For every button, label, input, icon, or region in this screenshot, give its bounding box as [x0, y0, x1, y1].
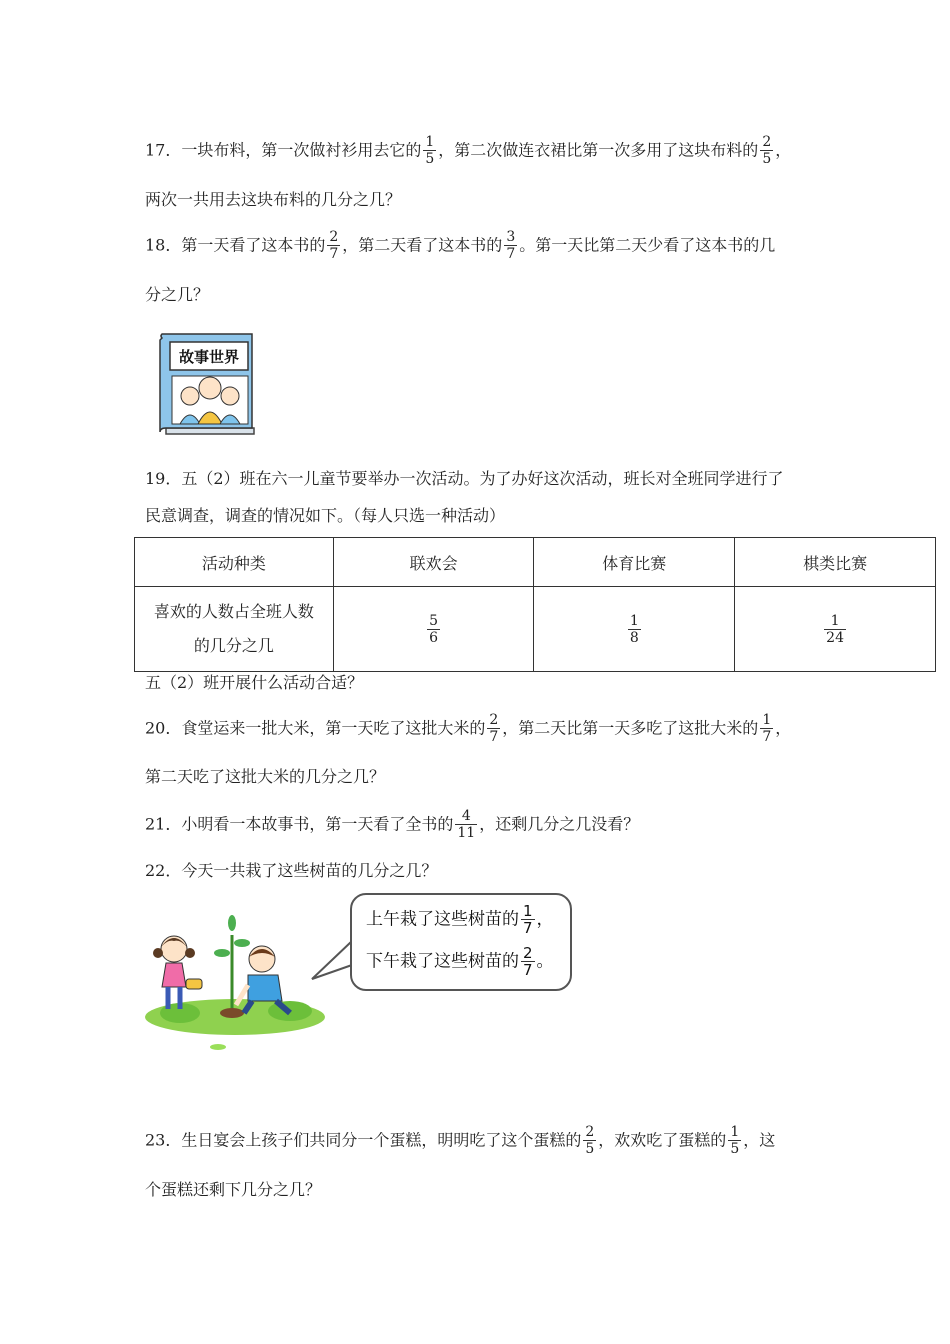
q23-text-b: ，欢欢吃了蛋糕的 — [598, 1130, 727, 1150]
table-cell — [534, 587, 735, 672]
table-row — [135, 587, 936, 672]
fraction-denominator: 7 — [523, 961, 533, 979]
fraction-denominator: 5 — [425, 151, 435, 167]
q17-line1 — [145, 130, 791, 170]
fraction-denominator: 5 — [730, 1141, 740, 1157]
fraction-denominator: 7 — [523, 919, 533, 937]
fraction-numerator: 1 — [425, 134, 435, 150]
fraction-denominator: 24 — [826, 630, 844, 646]
fraction-numerator: 4 — [461, 808, 471, 824]
q18-fraction-1 — [327, 229, 340, 262]
bubble-fraction-1 — [521, 903, 535, 936]
q23-text-c: ，这 — [743, 1130, 776, 1150]
q20-text-b: ，第二天比第一天多吃了这批大米的 — [502, 718, 759, 738]
q17-fraction-2 — [760, 134, 773, 167]
bubble-line2 — [366, 945, 554, 978]
cell-fraction — [427, 613, 440, 646]
q21-text-a: 21．小明看一本故事书，第一天看了全书的 — [145, 814, 454, 834]
bubble-text-a: 上午栽了这些树苗的 — [366, 909, 519, 930]
row-label-line1: 喜欢的人数占全班人数 — [153, 602, 314, 621]
bubble-line1 — [366, 903, 554, 936]
speech-bubble — [350, 893, 572, 991]
q18-line2: 分之几？ — [145, 285, 210, 304]
bubble-text-b-end: 。 — [536, 951, 554, 972]
table-cell — [333, 587, 534, 672]
fraction-numerator: 2 — [585, 1124, 595, 1140]
q19-line1: 19．五（2）班在六一儿童节要举办一次活动。为了办好这次活动，班长对全班同学进行了 — [145, 469, 784, 488]
q23-text-a: 23．生日宴会上孩子们共同分一个蛋糕，明明吃了这个蛋糕的 — [145, 1130, 582, 1150]
fraction-numerator: 2 — [523, 944, 533, 962]
fraction-denominator: 7 — [762, 729, 772, 745]
fraction-numerator: 2 — [489, 712, 499, 728]
fraction-numerator: 3 — [506, 229, 516, 245]
fraction-denominator: 8 — [629, 630, 639, 646]
fraction-numerator: 1 — [762, 712, 772, 728]
speech-bubble-tail — [310, 935, 354, 983]
table-header-cell: 联欢会 — [333, 538, 534, 587]
bubble-text-b: 下午栽了这些树苗的 — [366, 951, 519, 972]
q18-text-b: ，第二天看了这本书的 — [342, 235, 503, 255]
cell-fraction — [628, 613, 641, 646]
q19-line2: 民意调查，调查的情况如下。（每人只选一种活动） — [145, 506, 506, 525]
q20-fraction-1 — [487, 712, 500, 745]
storybook-illustration — [158, 332, 256, 436]
bubble-fraction-2 — [521, 945, 535, 978]
table-cell — [735, 587, 936, 672]
q17-text-b: ，第二次做连衣裙比第一次多用了这块布料的 — [438, 140, 759, 160]
q17-line2: 两次一共用去这块布料的几分之几？ — [145, 190, 402, 209]
q20-text-a: 20．食堂运来一批大米，第一天吃了这批大米的 — [145, 718, 486, 738]
q19-question: 五（2）班开展什么活动合适？ — [145, 673, 364, 692]
book-title: 故事世界 — [178, 348, 240, 366]
fraction-numerator: 1 — [523, 902, 533, 920]
q20-text-c: ， — [775, 718, 792, 738]
q23-fraction-1 — [583, 1124, 596, 1157]
fraction-denominator: 7 — [506, 246, 516, 262]
bubble-text-a-end: ， — [536, 909, 554, 930]
q18-fraction-2 — [504, 229, 517, 262]
fraction-denominator: 6 — [429, 630, 439, 646]
table-header-cell: 体育比赛 — [534, 538, 735, 587]
q23-line1 — [145, 1120, 775, 1160]
cell-fraction — [824, 613, 846, 646]
survey-table — [134, 537, 936, 672]
table-header-cell: 活动种类 — [135, 538, 334, 587]
fraction-numerator: 1 — [830, 613, 840, 629]
q18-text-a: 18．第一天看了这本书的 — [145, 235, 326, 255]
fraction-numerator: 1 — [730, 1124, 740, 1140]
q21-text-b: ，还剩几分之几没看？ — [479, 814, 640, 834]
fraction-numerator: 2 — [329, 229, 339, 245]
fraction-denominator: 5 — [585, 1141, 595, 1157]
q21-fraction-1 — [455, 808, 477, 841]
q23-line2: 个蛋糕还剩下几分之几？ — [145, 1180, 322, 1199]
fraction-denominator: 7 — [329, 246, 339, 262]
table-row-label — [135, 587, 334, 672]
q22-line1: 22．今天一共栽了这些树苗的几分之几？ — [145, 861, 438, 880]
q23-fraction-2 — [728, 1124, 741, 1157]
q18-text-c: 。第一天比第二天少看了这本书的几 — [519, 235, 776, 255]
fraction-numerator: 1 — [629, 613, 639, 629]
fraction-numerator: 2 — [762, 134, 772, 150]
q20-fraction-2 — [760, 712, 773, 745]
q17-text-a: 17．一块布料，第一次做衬衫用去它的 — [145, 140, 422, 160]
q21-line1 — [145, 804, 639, 844]
q20-line2: 第二天吃了这批大米的几分之几？ — [145, 767, 386, 786]
q18-line1 — [145, 225, 775, 265]
row-label-line2: 的几分之几 — [193, 636, 274, 655]
table-header-cell: 棋类比赛 — [735, 538, 936, 587]
fraction-denominator: 11 — [457, 825, 476, 841]
kids-planting-illustration — [140, 905, 330, 1055]
fraction-numerator: 5 — [429, 613, 439, 629]
fraction-denominator: 7 — [489, 729, 499, 745]
q17-text-c: ， — [775, 140, 792, 160]
fraction-denominator: 5 — [762, 151, 772, 167]
q20-line1 — [145, 708, 791, 748]
table-header-row — [135, 538, 936, 587]
q17-fraction-1 — [423, 134, 436, 167]
